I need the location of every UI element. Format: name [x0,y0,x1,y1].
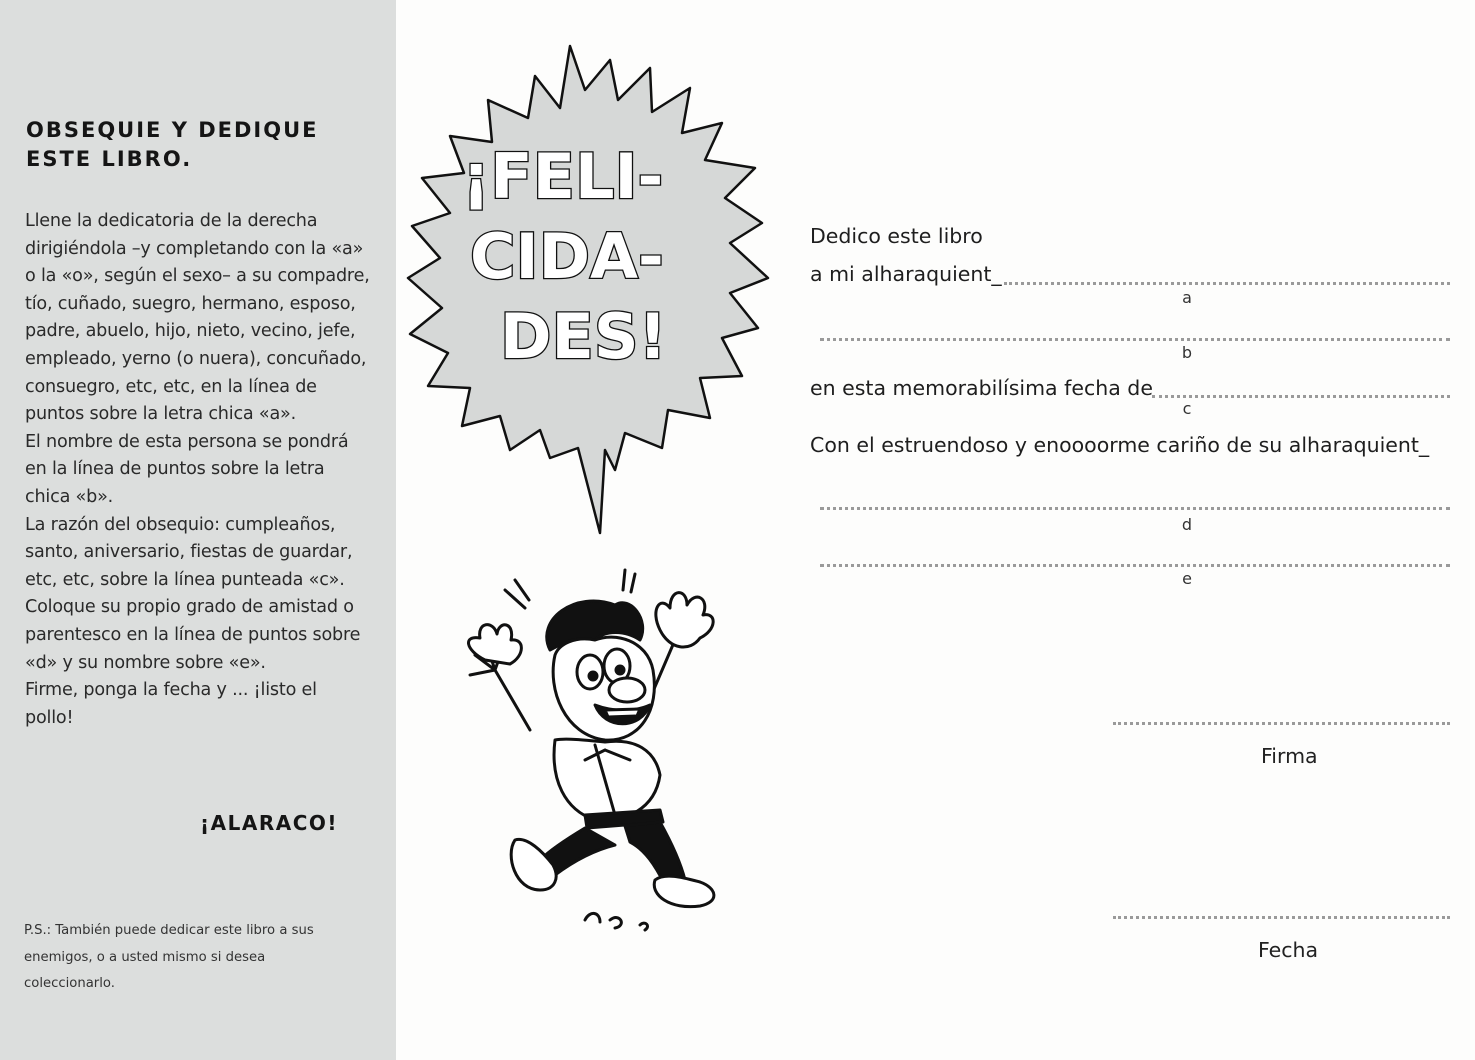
date-line[interactable] [1113,916,1450,919]
burst-line-1: ¡FELI- [462,140,664,213]
dotted-line-b[interactable] [820,338,1450,341]
panel-heading [26,116,366,174]
letter-b: b [1181,343,1193,362]
dotted-line-e[interactable] [820,564,1450,567]
instruction-paragraph: Coloque su propio grado de amistad o parentesco en la línea de puntos sobre «d» y su nombre sobre «e». [25,597,361,673]
heading-line-2: ESTE LIBRO. [26,147,193,171]
signoff: ¡ALARACO! [200,811,339,835]
letter-a: a [1182,288,1192,307]
instruction-paragraph: La razón del obsequio: cumpleaños, santo, aniversario, fiestas de guardar, etc, etc, sobre la línea punteada «c». [25,514,353,590]
form-line-carino: Con el estruendoso y enoooorme cariño de su alharaquient_ [810,433,1430,457]
burst-line-3: DES! [500,300,667,373]
burst-shape [400,38,780,538]
instruction-paragraph: El nombre de esta persona se pondrá en la línea de puntos sobre la letra chica «b». [25,431,349,507]
dotted-line-d[interactable] [820,507,1450,510]
form-line-dedico: Dedico este libro [810,224,983,248]
instructions-text [25,208,370,732]
cartoon-character-illustration [455,560,745,950]
dotted-line-c[interactable] [1152,395,1450,398]
instruction-paragraph: Firme, ponga la fecha y ... ¡listo el pollo! [25,680,317,728]
form-line-alharaquient: a mi alharaquient_ [810,262,1002,286]
instruction-paragraph: Llene la dedicatoria de la derecha dirigiéndola –y completando con la «a» o la «o», según el sexo– a su compadre, tío, cuñado, suegro, hermano, esposo, padre, abuelo, hijo, nieto, vecino, jefe, empleado, yerno (o nuera), concuñado, consuegro, etc, etc, en la línea de puntos sobre la letra chica «a». [25,211,370,425]
form-line-fecha: en esta memorabilísima fecha de [810,376,1153,400]
letter-c: c [1182,399,1192,418]
heading-line-1: OBSEQUIE Y DEDIQUE [26,118,319,142]
letter-d: d [1181,515,1193,534]
letter-e: e [1182,569,1192,588]
signature-line[interactable] [1113,722,1450,725]
felicidades-burst [400,38,780,538]
fecha-label: Fecha [1258,938,1319,962]
burst-line-2: CIDA- [470,220,664,293]
dotted-line-a[interactable] [1004,282,1450,285]
instructions-panel [0,0,396,1060]
postscript: P.S.: También puede dedicar este libro a sus enemigos, o a usted mismo si desea coleccionarlo. [24,923,314,991]
firma-label: Firma [1261,744,1318,768]
